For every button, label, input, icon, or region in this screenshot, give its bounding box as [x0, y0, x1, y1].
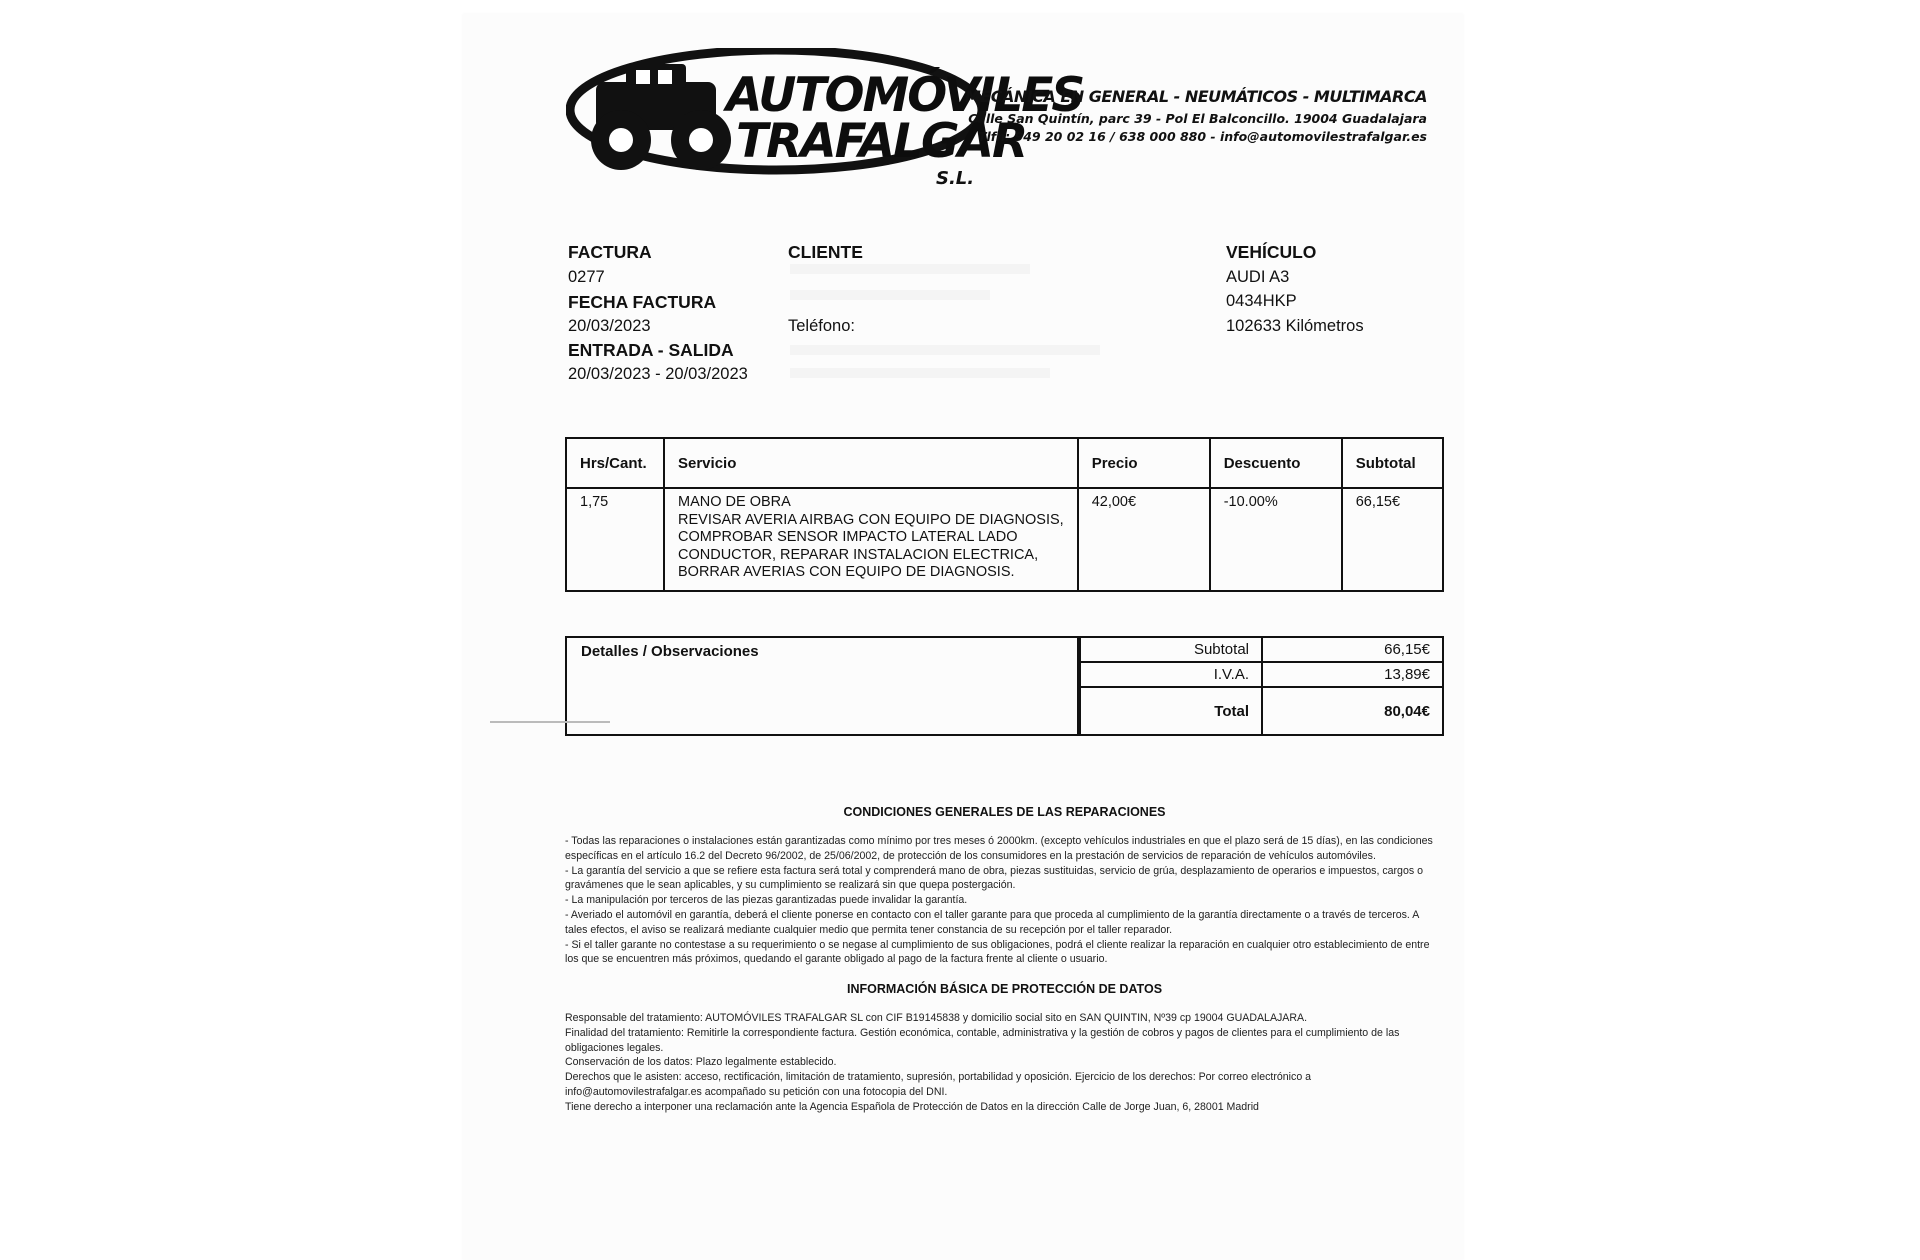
row-price: 42,00€ — [1078, 488, 1210, 591]
company-address: Calle San Quintín, parc 39 - Pol El Balconcillo. 19004 Guadalajara — [968, 111, 1427, 126]
iva-value: 13,89€ — [1262, 662, 1443, 687]
company-logo — [566, 48, 1084, 193]
client-phone-label: Teléfono: — [788, 317, 855, 335]
subtotal-label: Subtotal — [1080, 637, 1262, 662]
logo-text-line1: AUTOMÓVILES — [726, 68, 1084, 123]
iva-row — [1080, 662, 1443, 687]
description-line: MANO DE OBRA — [678, 494, 791, 510]
description-line: CONDUCTOR, REPARAR INSTALACION ELECTRICA, — [678, 546, 1039, 563]
privacy-line: obligaciones legales. — [565, 1041, 664, 1054]
vehicle-model: AUDI A3 — [1226, 268, 1290, 286]
conditions-line: - La manipulación por terceros de las piezas garantizadas puede invalidar la garantía. — [565, 894, 968, 907]
conditions-line: - Si el taller garante no contestase a su requerimiento o se negase al cumplimiento de sus obligaciones, podrá el cliente realizar la reparación en cualquier otro establecimiento de entre — [565, 938, 1430, 951]
conditions-line: gravámenes que le sean aplicables, y su cumplimiento se realizará sin que quepa postergación. — [565, 879, 1016, 892]
privacy-line: info@automovilestrafalgar.es acompañado su petición con una fotocopia del DNI. — [565, 1085, 948, 1098]
row-discount: -10.00% — [1210, 488, 1342, 591]
col-header-price: Precio — [1078, 438, 1210, 488]
vehicle-plate: 0434HKP — [1226, 292, 1297, 310]
company-contact: Tlfn: 949 20 02 16 / 638 000 880 - info@automovilestrafalgar.es — [978, 129, 1427, 144]
conditions-line: tales efectos, el aviso se realizará mediante cualquier medio que permita tener constancia de su recepción por el taller reparador. — [565, 923, 1173, 936]
entry-exit-dates: 20/03/2023 - 20/03/2023 — [568, 365, 748, 383]
logo-suffix: S.L. — [936, 168, 975, 189]
scan-mark — [490, 721, 610, 723]
conditions-line: - Averiado el automóvil en garantía, deberá el cliente ponerse en contacto con el taller garante para que proceda al cumplimiento de la garantía directamente o a través de terceros. A — [565, 908, 1420, 921]
services-header-row — [566, 438, 1443, 488]
conditions-line: - La garantía del servicio a que se refiere esta factura será total y comprenderá mano de obra, piezas sustituidas, servicio de grúa, desplazamiento de operarios e impuestos, cargos o — [565, 864, 1423, 877]
conditions-line: - Todas las reparaciones o instalaciones están garantizadas como mínimo por tres meses ó 2000km. (excepto vehículos industriales en que el plazo será de 15 días), en las condiciones — [565, 835, 1433, 847]
conditions-title: CONDICIONES GENERALES DE LAS REPARACIONES — [843, 805, 1166, 819]
details-box — [565, 636, 1079, 736]
company-tagline: MECÁNICA EN GENERAL - NEUMÁTICOS - MULTIMARCA — [964, 87, 1427, 106]
totals-table — [1079, 636, 1444, 736]
client-label: CLIENTE — [788, 242, 863, 262]
logo-text-line2: TRAFALGAR — [736, 114, 1027, 169]
conditions-line: específicas en el artículo 16.2 del Decreto 96/2002, de 25/06/2002, de protección de los consumidores en la prestación de servicios de reparación de vehículos automóviles. — [565, 849, 1376, 862]
row-description — [664, 488, 1078, 591]
entry-exit-label: ENTRADA - SALIDA — [568, 340, 734, 360]
vehicle-label: VEHÍCULO — [1226, 242, 1317, 262]
privacy-line: Tiene derecho a interponer una reclamación ante la Agencia Española de Protección de Datos en la dirección Calle de Jorge Juan, 6, 28001 Madrid — [565, 1100, 1259, 1113]
redacted-client-city — [790, 368, 1050, 378]
total-label: Total — [1080, 687, 1262, 735]
privacy-text — [565, 1011, 1444, 1115]
total-row — [1080, 687, 1443, 735]
privacy-line: Conservación de los datos: Plazo legalmente establecido. — [565, 1056, 837, 1069]
col-header-qty: Hrs/Cant. — [566, 438, 664, 488]
vehicle-mileage: 102633 Kilómetros — [1226, 317, 1364, 335]
description-line: REVISAR AVERIA AIRBAG CON EQUIPO DE DIAGNOSIS, — [678, 511, 1064, 528]
redacted-client-address — [790, 345, 1100, 355]
iva-label: I.V.A. — [1080, 662, 1262, 687]
row-subtotal: 66,15€ — [1342, 488, 1443, 591]
redacted-client-name — [790, 264, 1030, 274]
description-line: BORRAR AVERIAS CON EQUIPO DE DIAGNOSIS. — [678, 564, 1015, 580]
privacy-line: Derechos que le asisten: acceso, rectificación, limitación de tratamiento, supresión, portabilidad y oposición. Ejercicio de los derechos: Por correo electrónico a — [565, 1071, 1312, 1084]
privacy-title: INFORMACIÓN BÁSICA DE PROTECCIÓN DE DATOS — [846, 982, 1163, 996]
col-header-service: Servicio — [664, 438, 1078, 488]
invoice-date-label: FECHA FACTURA — [568, 292, 717, 312]
invoice-number: 0277 — [568, 268, 605, 286]
description-line: COMPROBAR SENSOR IMPACTO LATERAL LADO — [678, 529, 1018, 545]
col-header-discount: Descuento — [1210, 438, 1342, 488]
conditions-text — [565, 834, 1444, 967]
services-table — [565, 437, 1444, 592]
invoice-number-label: FACTURA — [568, 242, 652, 262]
table-row — [566, 488, 1443, 591]
subtotal-value: 66,15€ — [1262, 637, 1443, 662]
col-header-subtotal: Subtotal — [1342, 438, 1443, 488]
invoice-date: 20/03/2023 — [568, 317, 651, 335]
details-label: Detalles / Observaciones — [581, 643, 759, 660]
row-qty: 1,75 — [566, 488, 664, 591]
subtotal-row — [1080, 637, 1443, 662]
privacy-line: Responsable del tratamiento: AUTOMÓVILES TRAFALGAR SL con CIF B19145838 y domicilio social sito en SAN QUINTIN, Nº39 cp 19004 GUADALAJARA. — [565, 1012, 1308, 1024]
privacy-line: Finalidad del tratamiento: Remitirle la correspondiente factura. Gestión económica, contable, administrativa y la gestión de cobros y pagos de clientes para el cumplimiento de las — [565, 1026, 1400, 1039]
total-value: 80,04€ — [1262, 687, 1443, 735]
conditions-line: los que se encuentren más próximos, quedando el garante obligado al pago de la factura frente al cliente o usuario. — [565, 953, 1108, 966]
redacted-client-id — [790, 290, 990, 300]
